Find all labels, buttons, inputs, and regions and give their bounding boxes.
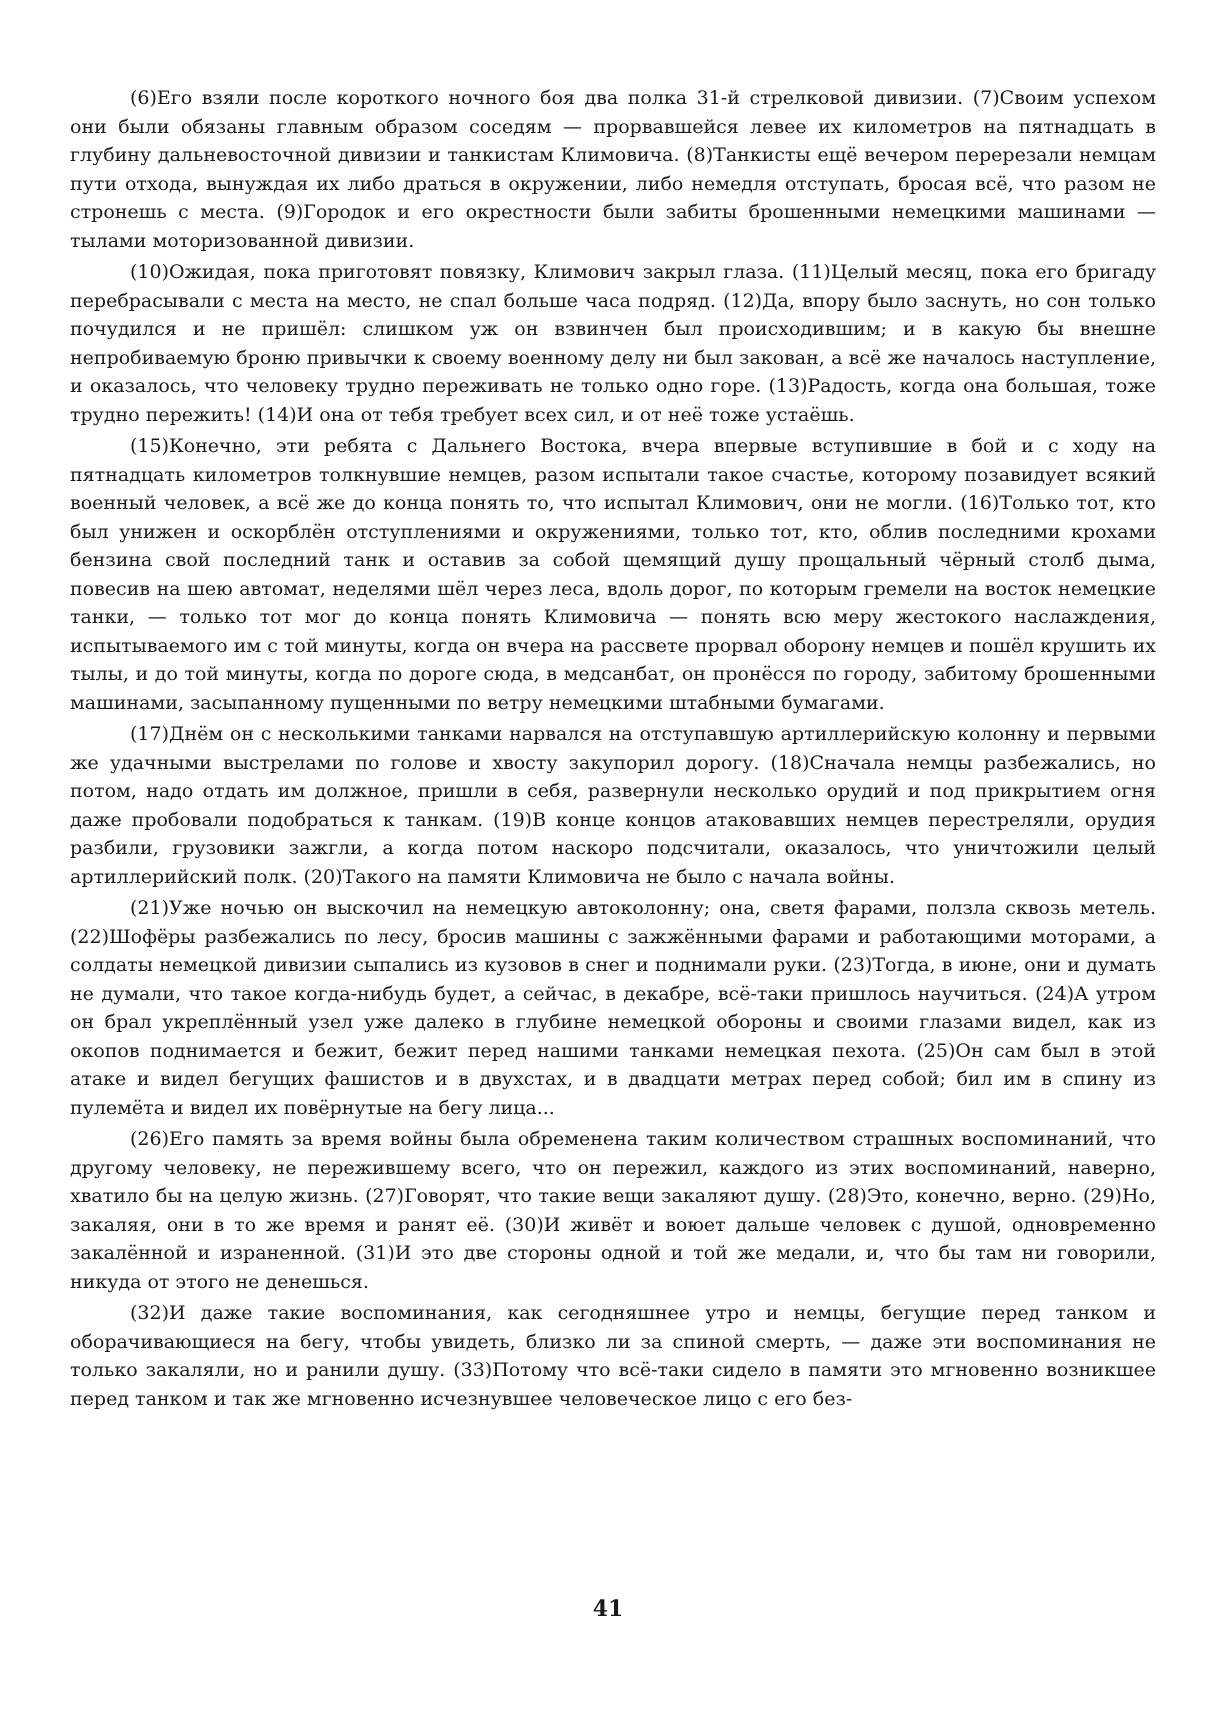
body-text [70, 84, 1156, 1416]
paragraph-6-9: (6)Его взяли после короткого ночного боя два полка 31-й стрелковой дивизии. (7)Своим успехом они были обязаны главным образом соседям — прорвавшейся левее их километров на пятнадцать в глубину дальневосточной дивизии и танкистам Климовича. (8)Танкисты ещё вечером перерезали немцам пути отхода, вынуждая их либо драться в окружении, либо немедля отступать, бросая всё, что разом не стронешь с места. (9)Городок и его окрестности были забиты брошенными немецкими машинами — тылами моторизованной дивизии. [70, 87, 1156, 252]
page-number: 41 [592, 1596, 624, 1622]
paragraph-10-14: (10)Ожидая, пока приготовят повязку, Климович закрыл глаза. (11)Целый месяц, пока его бригаду перебрасывали с места на место, не спал больше часа подряд. (12)Да, впору было заснуть, но сон только почудился и не пришёл: слишком уж он взвинчен был происходившим; и в какую бы внешне непробиваемую броню привычки к своему военному делу ни был закован, а всё же началось наступление, и оказалось, что человеку трудно переживать не только одно горе. (13)Радость, когда она большая, тоже трудно пережить! (14)И она от тебя требует всех сил, и от неё тоже устаёшь. [70, 261, 1156, 426]
paragraph-15-16: (15)Конечно, эти ребята с Дальнего Востока, вчера впервые вступившие в бой и с ходу на пятнадцать километров толкнувшие немцев, разом испытали такое счастье, которому позавидует всякий военный человек, а всё же до конца понять то, что испытал Климович, они не могли. (16)Только тот, кто был унижен и оскорблён отступлениями и окружениями, только тот, кто, облив последними крохами бензина свой последний танк и оставив за собой щемящий душу прощальный чёрный столб дыма, повесив на шею автомат, неделями шёл через леса, вдоль дорог, по которым гремели на восток немецкие танки, — только тот мог до конца понять Климовича — понять всю меру жестокого наслаждения, испытываемого им с той минуты, когда он вчера на рассвете прорвал оборону немцев и пошёл крушить их тылы, и до той минуты, когда по дороге сюда, в медсанбат, он пронёсся по городу, забитому брошенными машинами, засыпанному пущенными по ветру немецкими штабными бумагами. [70, 435, 1156, 714]
paragraph-21-25: (21)Уже ночью он выскочил на немецкую автоколонну; она, светя фарами, ползла сквозь метель. (22)Шофёры разбежались по лесу, бросив машины с зажжёнными фарами и работающими моторами, а солдаты немецкой дивизии сыпались из кузовов в снег и поднимали руки. (23)Тогда, в июне, они и думать не думали, что такое когда-нибудь будет, а сейчас, в декабре, всё-таки пришлось научиться. (24)А утром он брал укреплённый узел уже далеко в глубине немецкой обороны и своими глазами видел, как из окопов поднимается и бежит, бежит перед нашими танками немецкая пехота. (25)Он сам был в этой атаке и видел бегущих фашистов и в двухстах, и в двадцати метрах перед собой; бил им в спину из пулемёта и видел их повёрнутые на бегу лица... [70, 897, 1156, 1119]
paragraph-26-31: (26)Его память за время войны была обременена таким количеством страшных воспоминаний, что другому человеку, не пережившему всего, что он пережил, каждого из этих воспоминаний, наверно, хватило бы на целую жизнь. (27)Говорят, что такие вещи закаляют душу. (28)Это, конечно, верно. (29)Но, закаляя, они в то же время и ранят её. (30)И живёт и воюет дальше человек с душой, одновременно закалённой и израненной. (31)И это две стороны одной и той же медали, и, что бы там ни говорили, никуда от этого не денешься. [70, 1128, 1156, 1293]
paragraph-17-20: (17)Днём он с несколькими танками нарвался на отступавшую артиллерийскую колонну и первыми же удачными выстрелами по голове и хвосту закупорил дорогу. (18)Сначала немцы разбежались, но потом, надо отдать им должное, пришли в себя, развернули несколько орудий и под прикрытием огня даже пробовали подобраться к танкам. (19)В конце концов атаковавших немцев перестреляли, орудия разбили, грузовики зажгли, а когда потом наскоро подсчитали, оказалось, что уничтожили целый артиллерийский полк. (20)Такого на памяти Климовича не было с начала войны. [70, 723, 1156, 888]
paragraph-32-33: (32)И даже такие воспоминания, как сегодняшнее утро и немцы, бегущие перед танком и оборачивающиеся на бегу, чтобы увидеть, близко ли за спиной смерть, — даже эти воспоминания не только закаляли, но и ранили душу. (33)Потому что всё-таки сидело в памяти это мгновенно возникшее перед танком и так же мгновенно исчезнувшее человеческое лицо с его без- [70, 1302, 1156, 1410]
